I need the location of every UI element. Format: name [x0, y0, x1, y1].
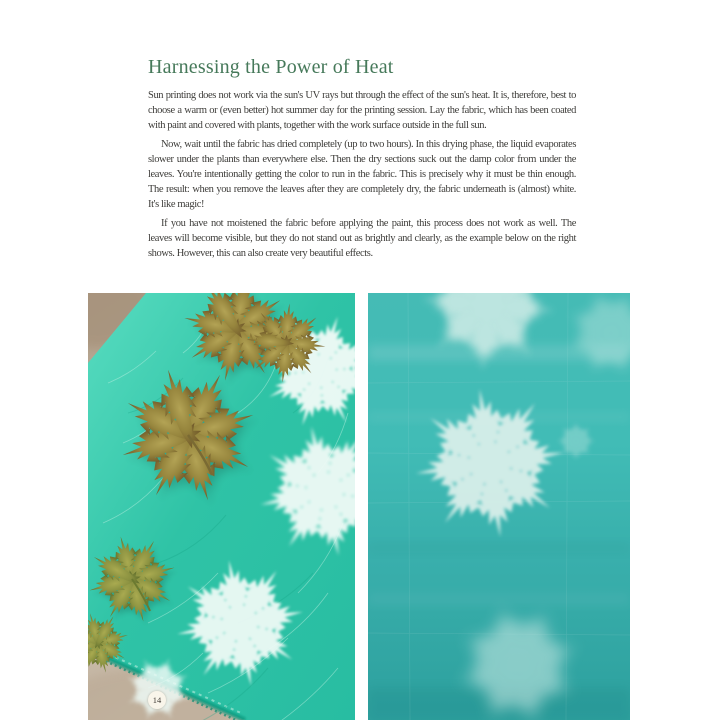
photo-right-finished-print [368, 293, 630, 720]
page-number-badge [148, 691, 166, 709]
vignette [368, 293, 630, 720]
photo-left-leaves-on-fabric [88, 293, 355, 720]
left-photo-illustration [88, 293, 355, 720]
paragraph-drying: Now, wait until the fabric has dried completely (up to two hours). In this drying phase, the liquid evaporates slower under the plants than everywhere else. Then the dry sections suck out the damp color from under the leaves. You're intentionally getting the color to run in the fabric. This is precisely why it must be thin enough. The result: when you remove the leaves after they are completely dry, the fabric underneath is (almost) white. It's like magic! [148, 139, 576, 210]
paragraph-moistening: If you have not moistened the fabric before applying the paint, this process does not work as well. The leaves will become visible, but they do not stand out as brightly and clearly, as the example below on the right shows. However, this can also create very beautiful effects. [148, 218, 576, 259]
text-column [148, 56, 576, 265]
paragraph-sun-heat: Sun printing does not work via the sun's UV rays but through the effect of the sun's heat. It is, therefore, best to choose a warm or (even better) hot summer day for the printing session. Lay the fabric, which has been coated with paint and covered with plants, together with the work surface outside in the full sun. [148, 90, 576, 131]
right-photo-illustration [368, 293, 630, 720]
page-number: 14 [152, 695, 162, 705]
page-title: Harnessing the Power of Heat [148, 56, 394, 78]
